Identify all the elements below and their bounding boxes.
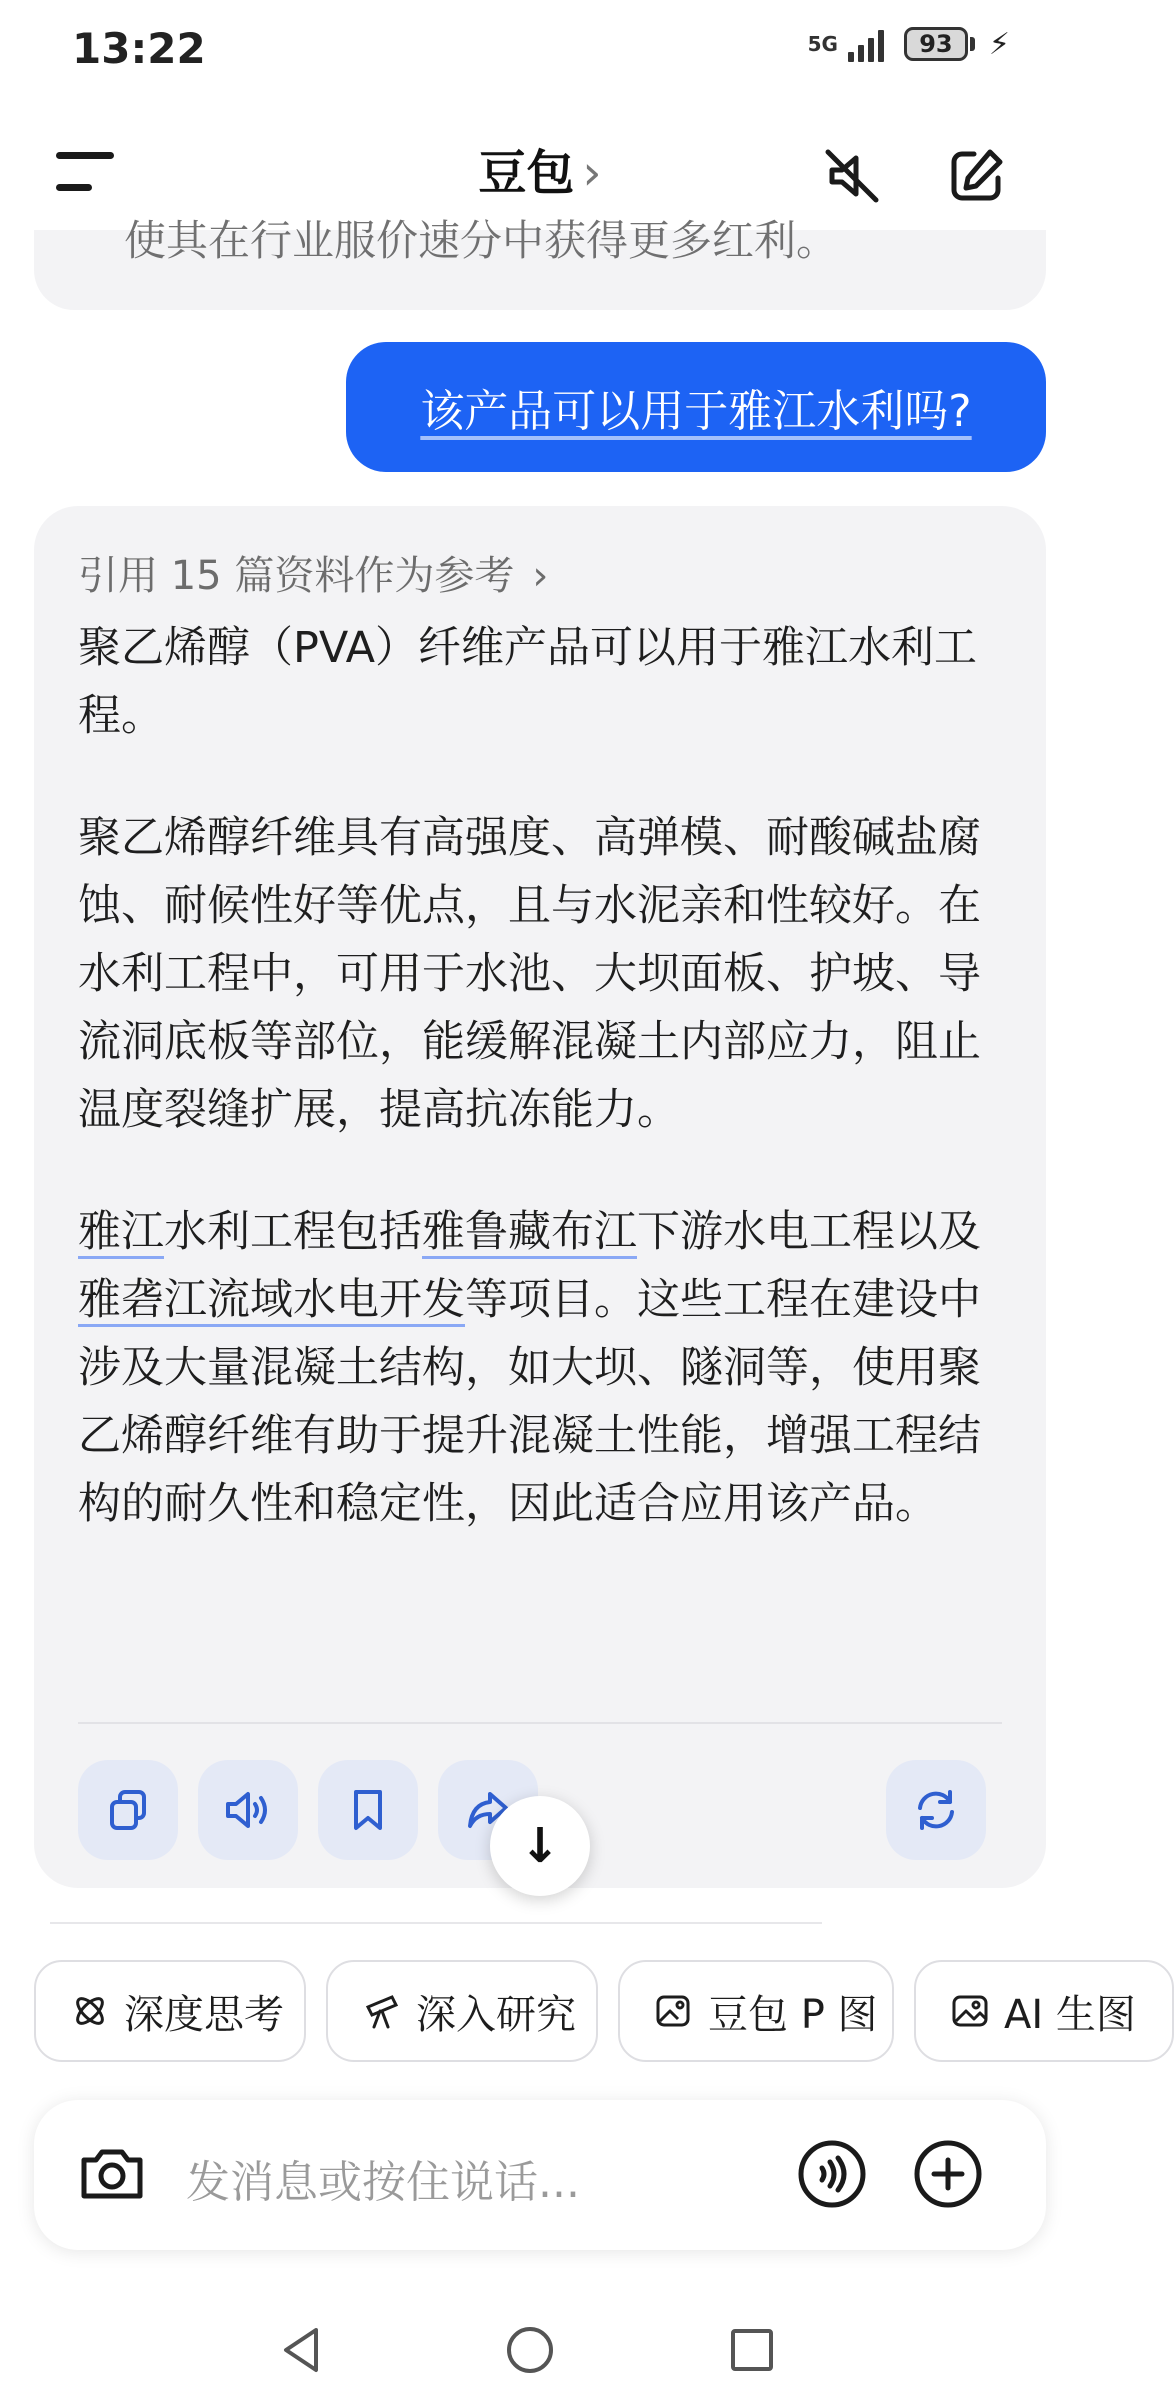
answer-body bbox=[78, 614, 990, 1592]
chip-label: 深入研究 bbox=[416, 1991, 576, 2038]
image-icon bbox=[950, 1991, 990, 2031]
copy-button[interactable] bbox=[78, 1760, 178, 1860]
chip-ai-image[interactable] bbox=[914, 1960, 1174, 2062]
status-time: 13:22 bbox=[72, 24, 206, 73]
answer-paragraph-3 bbox=[78, 1198, 990, 1538]
answer-text: 等项目。这些工程在建设中涉及大量混凝土结构，如大坝、隧洞等，使用聚乙烯醇纤维有助于提升混凝土性能，增强工程结构的耐久性和稳定性，因此适合应用该产品。 bbox=[78, 1275, 981, 1529]
chat-title[interactable] bbox=[0, 134, 1080, 203]
plus-circle-icon bbox=[910, 2136, 986, 2212]
chip-label: AI 生图 bbox=[1004, 1991, 1136, 2038]
mute-icon bbox=[820, 144, 884, 208]
read-aloud-button[interactable] bbox=[198, 1760, 298, 1860]
signal-icon bbox=[848, 26, 884, 62]
nav-recents-button[interactable] bbox=[722, 2320, 782, 2380]
chip-image-edit[interactable] bbox=[618, 1960, 894, 2062]
camera-icon bbox=[74, 2136, 150, 2212]
composer-separator bbox=[50, 1922, 822, 1924]
back-triangle-icon bbox=[272, 2320, 332, 2380]
recents-square-icon bbox=[722, 2320, 782, 2380]
arrow-down-icon: ↓ bbox=[519, 1818, 561, 1874]
answer-paragraph-1: 聚乙烯醇（PVA）纤维产品可以用于雅江水利工程。 bbox=[78, 623, 978, 741]
bot-name: 豆包 bbox=[478, 145, 575, 201]
chevron-right-icon: › bbox=[582, 145, 602, 201]
voice-call-button[interactable] bbox=[794, 2136, 870, 2212]
new-chat-button[interactable] bbox=[944, 144, 1008, 208]
entity-link-yarlung-tsangpo[interactable]: 雅鲁藏布江 bbox=[422, 1207, 637, 1257]
image-edit-icon bbox=[654, 1991, 694, 2031]
nav-home-button[interactable] bbox=[500, 2320, 560, 2380]
camera-button[interactable] bbox=[74, 2136, 150, 2212]
references-link[interactable] bbox=[78, 544, 548, 601]
speaker-icon bbox=[222, 1784, 274, 1836]
message-composer bbox=[34, 2100, 1046, 2250]
chip-deep-research[interactable] bbox=[326, 1960, 598, 2062]
status-icons bbox=[808, 26, 1010, 62]
edit-icon bbox=[944, 144, 1008, 208]
bookmark-button[interactable] bbox=[318, 1760, 418, 1860]
bookmark-icon bbox=[344, 1786, 392, 1834]
mute-voice-button[interactable] bbox=[820, 144, 884, 208]
chevron-right-icon: › bbox=[532, 553, 549, 599]
message-input[interactable]: 发消息或按住说话... bbox=[186, 2157, 580, 2208]
previous-message bbox=[34, 216, 1046, 310]
telescope-icon bbox=[362, 1991, 402, 2031]
answer-text: 下游水电工程以及 bbox=[637, 1207, 981, 1257]
user-message-bubble[interactable] bbox=[346, 342, 1046, 472]
home-circle-icon bbox=[500, 2320, 560, 2380]
refresh-icon bbox=[910, 1784, 962, 1836]
atom-icon bbox=[70, 1991, 110, 2031]
battery-level: 93 bbox=[904, 27, 968, 61]
nav-back-button[interactable] bbox=[272, 2320, 332, 2380]
copy-icon bbox=[104, 1786, 152, 1834]
chip-label: 深度思考 bbox=[124, 1991, 284, 2038]
scroll-to-bottom-button[interactable] bbox=[490, 1796, 590, 1896]
more-options-button[interactable] bbox=[910, 2136, 986, 2212]
previous-message-text: 使其在行业服价速分中获得更多红利。 bbox=[124, 216, 839, 265]
regenerate-button[interactable] bbox=[886, 1760, 986, 1860]
answer-paragraph-2: 聚乙烯醇纤维具有高强度、高弹模、耐酸碱盐腐蚀、耐候性好等优点，且与水泥亲和性较好。在水利工程中，可用于水池、大坝面板、护坡、导流洞底板等部位，能缓解混凝土内部应力，阻止温度裂缝扩展，提高抗冻能力。 bbox=[78, 813, 981, 1135]
user-message-text: 该产品可以用于雅江水利吗? bbox=[420, 386, 972, 437]
answer-text: 水利工程包括 bbox=[164, 1207, 422, 1257]
skill-chips bbox=[34, 1960, 1136, 2066]
answer-divider bbox=[78, 1722, 1002, 1724]
assistant-message bbox=[34, 506, 1046, 1888]
chip-deep-thinking[interactable] bbox=[34, 1960, 306, 2062]
references-label: 引用 15 篇资料作为参考 bbox=[78, 553, 515, 599]
charging-icon: ⚡ bbox=[988, 26, 1010, 62]
entity-link-yajiang[interactable]: 雅江 bbox=[78, 1207, 164, 1257]
network-type: 5G bbox=[807, 32, 838, 56]
voice-wave-icon bbox=[794, 2136, 870, 2212]
entity-link-yalong-river[interactable]: 雅砻江流域水电开发 bbox=[78, 1275, 465, 1325]
chip-label: 豆包 P 图 bbox=[708, 1991, 878, 2038]
battery-icon bbox=[904, 27, 975, 61]
system-navigation-bar bbox=[0, 2300, 1080, 2400]
status-bar bbox=[0, 0, 1080, 100]
